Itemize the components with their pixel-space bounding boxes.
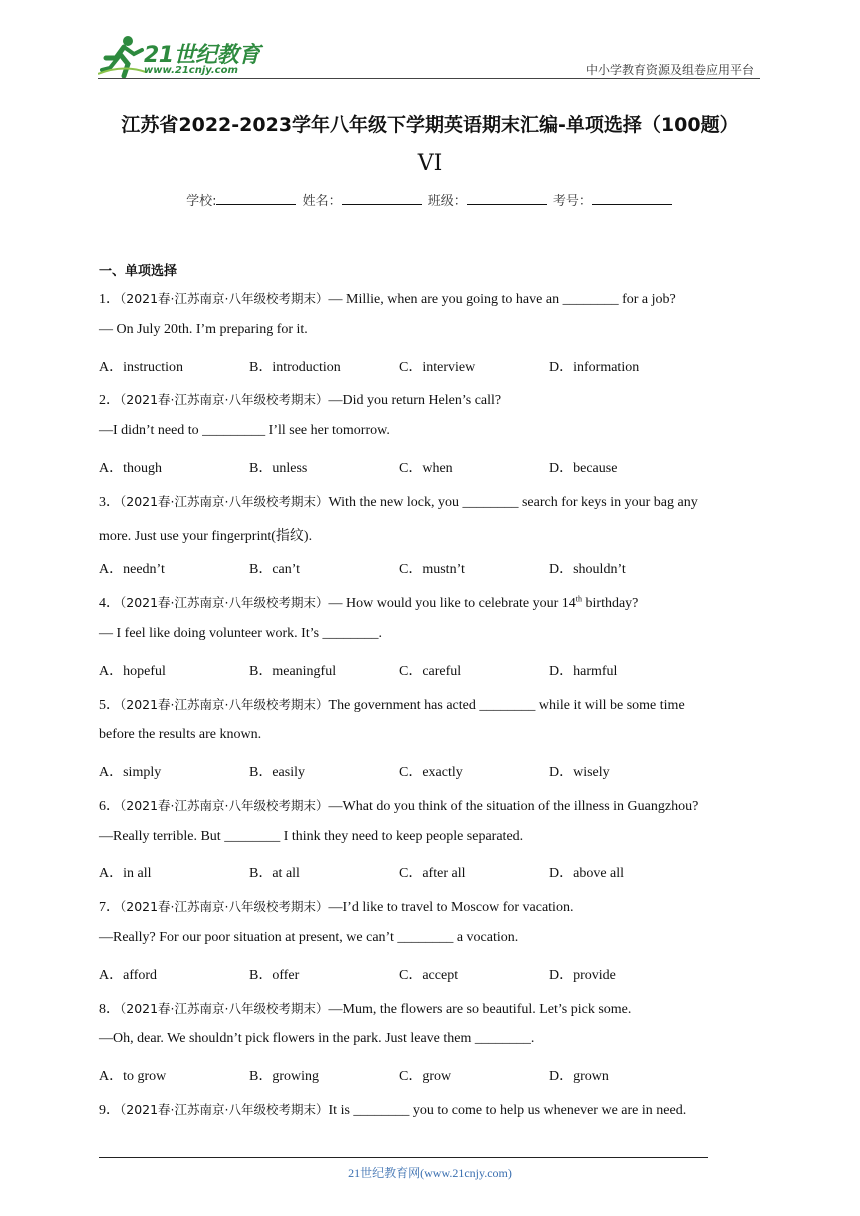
question-number: 2．	[99, 393, 120, 408]
exam-number-blank[interactable]	[592, 192, 672, 205]
exam-number-label: 考号：	[552, 194, 592, 209]
option-c[interactable]: C．exactly	[399, 765, 463, 780]
class-blank[interactable]	[467, 192, 547, 205]
question-source: （2021春·江苏南京·八年级校考期末）	[120, 494, 329, 509]
name-label: 姓名：	[302, 194, 342, 209]
option-c[interactable]: C．after all	[399, 866, 466, 881]
question-number: 8．	[99, 1002, 120, 1017]
question-text: —Mum, the flowers are so beautiful. Let’s pick some.	[328, 1002, 632, 1017]
question-3	[99, 491, 698, 511]
option-a[interactable]: A．simply	[99, 765, 162, 780]
option-b[interactable]: B．growing	[249, 1069, 319, 1084]
header-divider	[98, 78, 760, 79]
page-header	[98, 28, 760, 80]
question-number: 1．	[99, 292, 120, 307]
question-number: 5．	[99, 698, 120, 713]
option-a[interactable]: A．afford	[99, 968, 158, 983]
question-8-line2: —Oh, dear. We shouldn’t pick flowers in the park. Just leave them ________.	[99, 1031, 535, 1046]
option-c[interactable]: C．careful	[399, 664, 462, 679]
option-c[interactable]: C．mustn’t	[399, 562, 465, 577]
question-7	[99, 896, 573, 916]
question-number: 9．	[99, 1103, 120, 1118]
question-number: 3．	[99, 495, 120, 510]
question-8	[99, 998, 631, 1018]
footer-divider	[99, 1157, 708, 1158]
question-source: （2021春·江苏南京·八年级校考期末）	[120, 291, 329, 306]
question-1	[99, 288, 676, 308]
option-b[interactable]: B．unless	[249, 461, 308, 476]
site-logo[interactable]	[98, 34, 268, 78]
question-number: 7．	[99, 900, 120, 915]
footer-link[interactable]: 21世纪教育网(www.21cnjy.com)	[348, 1166, 512, 1180]
question-source: （2021春·江苏南京·八年级校考期末）	[120, 899, 329, 914]
question-4-line2: — I feel like doing volunteer work. It’s ________.	[99, 626, 383, 641]
question-5-line2: before the results are known.	[99, 727, 262, 742]
school-label: 学校:	[186, 194, 217, 209]
school-blank[interactable]	[216, 192, 296, 205]
section-heading: 一、单项选择	[99, 264, 178, 279]
question-9	[99, 1099, 686, 1119]
question-source: （2021春·江苏南京·八年级校考期末）	[120, 1102, 329, 1117]
option-a[interactable]: A．needn’t	[99, 562, 165, 577]
option-a[interactable]: A．hopeful	[99, 664, 166, 679]
question-text-end: birthday?	[582, 596, 639, 611]
option-d[interactable]: D．wisely	[549, 765, 610, 780]
question-source: （2021春·江苏南京·八年级校考期末）	[120, 595, 329, 610]
question-source: （2021春·江苏南京·八年级校考期末）	[120, 1001, 329, 1016]
student-info-fields	[0, 190, 860, 209]
question-text: — How would you like to celebrate your 14	[328, 596, 576, 611]
question-4	[99, 592, 638, 612]
document-title: 江苏省2022-2023学年八年级下学期英语期末汇编-单项选择（100题）	[121, 114, 739, 136]
option-a[interactable]: A．though	[99, 461, 162, 476]
option-b[interactable]: B．introduction	[249, 360, 341, 375]
option-a[interactable]: A．instruction	[99, 360, 183, 375]
runner-logo-icon	[98, 34, 146, 78]
question-text: —I’d like to travel to Moscow for vacation.	[328, 900, 574, 915]
question-text: —What do you think of the situation of the illness in Guangzhou?	[328, 799, 699, 814]
question-text: —Did you return Helen’s call?	[328, 393, 502, 408]
option-b[interactable]: B．at all	[249, 866, 300, 881]
option-c[interactable]: C．interview	[399, 360, 476, 375]
header-tagline: 中小学教育资源及组卷应用平台	[585, 63, 754, 77]
option-a[interactable]: A．in all	[99, 866, 152, 881]
ordinal-suffix: th	[575, 594, 583, 604]
question-2-line2: —I didn’t need to _________ I’ll see her tomorrow.	[99, 423, 390, 438]
option-c[interactable]: C．accept	[399, 968, 459, 983]
brand-name: 21世纪教育	[144, 43, 260, 68]
option-d[interactable]: D．because	[549, 461, 618, 476]
option-d[interactable]: D．harmful	[549, 664, 618, 679]
question-number: 6．	[99, 799, 120, 814]
option-d[interactable]: D．shouldn’t	[549, 562, 626, 577]
question-6-line2: —Really terrible. But ________ I think they need to keep people separated.	[99, 829, 524, 844]
name-blank[interactable]	[342, 192, 422, 205]
option-d[interactable]: D．grown	[549, 1069, 609, 1084]
question-source: （2021春·江苏南京·八年级校考期末）	[120, 697, 329, 712]
brand-url: www.21cnjy.com	[144, 65, 238, 76]
option-d[interactable]: D．above all	[549, 866, 625, 881]
class-label: 班级：	[427, 194, 467, 209]
option-a[interactable]: A．to grow	[99, 1069, 167, 1084]
option-b[interactable]: B．offer	[249, 968, 300, 983]
question-6	[99, 795, 698, 815]
option-b[interactable]: B．easily	[249, 765, 305, 780]
question-1-line2: — On July 20th. I’m preparing for it.	[99, 322, 308, 337]
question-7-line2: —Really? For our poor situation at present, we can’t ________ a vocation.	[99, 930, 519, 945]
question-source: （2021春·江苏南京·八年级校考期末）	[120, 392, 329, 407]
option-c[interactable]: C．grow	[399, 1069, 452, 1084]
question-text: — Millie, when are you going to have an ________ for a job?	[328, 292, 676, 307]
question-text: With the new lock, you ________ search for keys in your bag any	[328, 495, 698, 510]
question-2	[99, 389, 501, 409]
question-3-line2: more. Just use your fingerprint(指纹).	[99, 529, 313, 544]
question-text: It is ________ you to come to help us whenever we are in need.	[328, 1103, 687, 1118]
question-number: 4．	[99, 596, 120, 611]
option-d[interactable]: D．information	[549, 360, 640, 375]
question-source: （2021春·江苏南京·八年级校考期末）	[120, 798, 329, 813]
option-b[interactable]: B．meaningful	[249, 664, 337, 679]
option-c[interactable]: C．when	[399, 461, 453, 476]
option-b[interactable]: B．can’t	[249, 562, 301, 577]
question-text: The government has acted ________ while it will be some time	[328, 698, 685, 713]
option-d[interactable]: D．provide	[549, 968, 616, 983]
document-title-part: VI	[417, 151, 443, 176]
question-5	[99, 694, 685, 714]
